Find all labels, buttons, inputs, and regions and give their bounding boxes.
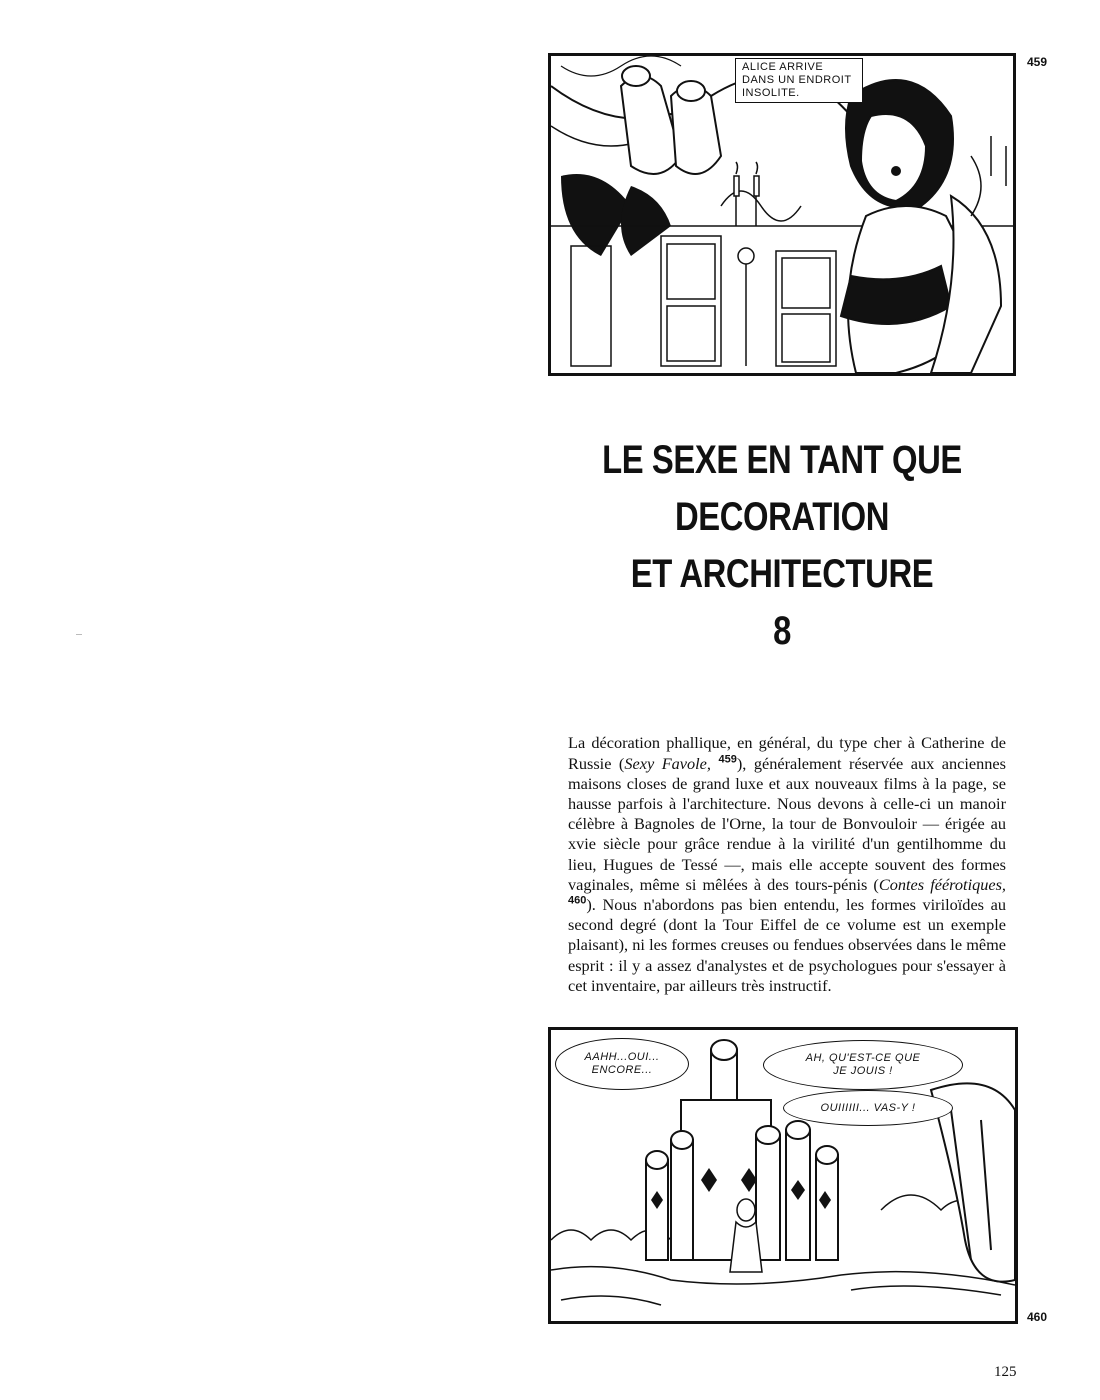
speech-bubble — [555, 1038, 689, 1090]
body-text-segment: ), généralement réservée aux anciennes maisons closes de grand luxe et aux nouveaux films à la page, se hausse parfois à l'architecture. Nous devons à celle-ci un manoir célèbre à Bagnoles de l'Orne, la tour de Bonvouloir — érigée au xvie siècle pour grâce rendue à la virilité d'un gentilhomme du lieu, Hugues de Tessé —, mais elle accepte souvent des formes vaginales, même si mêlées à des tours-pénis ( — [568, 753, 1006, 894]
speech-bubble — [783, 1090, 953, 1126]
caption-box — [735, 58, 863, 103]
heading-line: DECORATION — [675, 495, 889, 539]
caption-line: ALICE ARRIVE — [742, 61, 824, 73]
panel-459-illustration — [551, 56, 1013, 373]
figure-number-460: 460 — [1027, 1310, 1048, 1324]
page-number: 125 — [994, 1364, 1017, 1380]
bubble-line: ENCORE... — [591, 1064, 653, 1076]
body-paragraph — [568, 733, 1006, 996]
heading-line: ET ARCHITECTURE — [630, 552, 934, 596]
caption-line: DANS UN ENDROIT — [742, 74, 852, 86]
speech-bubble — [763, 1040, 963, 1090]
bubble-line: OUIIIIII... VAS-Y ! — [820, 1101, 916, 1114]
comic-panel-459 — [548, 53, 1016, 376]
body-text-segment: ). Nous n'abordons pas bien entendu, les formes viriloïdes au second degré (dont la Tour Eiffel de ce volume est un exemple plaisant), ni les formes creuses ou fendues observées dans le même esprit : il y a assez d'analystes et de psychologues pour s'essayer à cet inventaire, par ailleurs très instructif. — [568, 894, 1006, 995]
figure-number-459: 459 — [1027, 55, 1048, 69]
heading-line: LE SEXE EN TANT QUE — [602, 438, 962, 482]
chapter-heading — [590, 432, 974, 660]
caption-line: INSOLITE. — [742, 87, 800, 99]
figure-reference: 460 — [568, 894, 587, 907]
work-title: Contes féérotiques, — [878, 874, 1007, 894]
body-text-segment: La décoration phallique, en général, du type cher à Catherine de Russie ( — [568, 733, 1006, 773]
chapter-number: 8 — [773, 609, 791, 653]
comic-panel-460 — [548, 1027, 1018, 1324]
bubble-line: AH, QU'EST-CE QUE — [805, 1052, 921, 1064]
figure-reference: 459 — [718, 753, 737, 766]
work-title: Sexy Favole, — [624, 753, 711, 773]
bubble-line: JE JOUIS ! — [833, 1065, 893, 1077]
scan-speck — [76, 634, 82, 635]
bubble-line: AAHH...OUI... — [584, 1051, 660, 1063]
